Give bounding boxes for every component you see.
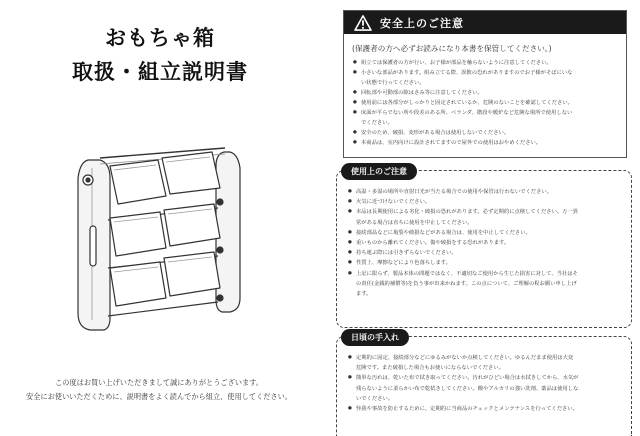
care-box bbox=[336, 333, 632, 436]
usage-box bbox=[336, 167, 632, 328]
list-item: ● 上記に限らず、製品本体の問題ではなく、不適切なご使用から生じた損害に対して、当社はそ bbox=[347, 269, 631, 279]
list-item: の責任(金銭的補償等)を負う事が出来かねます。この点について、ご理解の程お願い申し上げ bbox=[356, 280, 577, 287]
title-line-1: おもちゃ箱 bbox=[105, 26, 215, 50]
list-item: ● 怪我や事故を防止するために、定期的に当商品のチェックとメンテナンスを行ってください。 bbox=[347, 404, 631, 414]
safety-title: 安全上のご注意 bbox=[380, 16, 464, 30]
list-item: でください。 bbox=[361, 120, 393, 126]
list-item: 危険です。また破損した場合もお使いにならないでください。 bbox=[356, 365, 504, 372]
list-item: ● 高温・多湿の場所や直射日光が当たる場合での使用や保管は行わないでください。 bbox=[347, 187, 631, 197]
thanks-line-1: この度はお買い上げいただきまして誠にありがとうございます。 bbox=[55, 378, 263, 387]
usage-list bbox=[347, 187, 631, 299]
usage-title: 使用上のご注意 bbox=[341, 163, 417, 180]
list-item: 残らないように柔らかい布で乾拭きしてください。酸やアルカリの強い洗剤、薬品は使用しな bbox=[356, 385, 579, 392]
safety-box bbox=[343, 10, 627, 158]
list-item: ● 簡単な汚れは、乾いた布で拭き取ってください。汚れがひどい場合は水拭きしてから、水気が bbox=[347, 373, 631, 383]
list-item: ● 性質上、摩擦などにより色落ちします。 bbox=[347, 258, 631, 268]
list-item: ます。 bbox=[356, 291, 372, 298]
safety-subtitle: (保護者の方へ必ずお読みになり本書を保管してください。) bbox=[352, 44, 552, 53]
thanks-line-2: 安全にお使いいただくために、説明書をよく読んでから組立、使用してください。 bbox=[26, 392, 292, 401]
list-item: ● 火気に近づけないでください。 bbox=[347, 197, 631, 207]
list-item: い状態で行ってください。 bbox=[361, 80, 425, 86]
list-item: ● 床面が平らでない所や段差のある所、ベランダ、階段や暖炉など危険な場所で使用しない bbox=[352, 108, 626, 118]
toy-rack-illustration bbox=[70, 138, 255, 338]
safety-header bbox=[344, 11, 626, 34]
list-item: ● 回転部や可動部の隙はさみ等に注意してください。 bbox=[352, 88, 626, 98]
list-item: ● 本品は長期使用による劣化・破損の恐れがあります。必ず定期的に点検してください。万一異 bbox=[347, 207, 631, 217]
list-item: ● 接続部品などに亀裂や破損などがある場合は、使用を中止してください。 bbox=[347, 228, 631, 238]
warning-icon bbox=[354, 15, 372, 31]
list-item: ● 小さいな部品があります。組み立てる際、誤飲の恐れがありますのでお子様がそばにいな bbox=[352, 68, 626, 78]
list-item: ● 安全のため、破損、変形がある場合は使用しないでください。 bbox=[352, 128, 626, 138]
list-item: いでください。 bbox=[356, 395, 394, 402]
list-item: 常がある場合は直ちに使用を中止してください。 bbox=[356, 219, 473, 226]
list-item: ● 重いものから離れてください。傷や破損をする恐れがあります。 bbox=[347, 238, 631, 248]
list-item: ● 使用前には各部分がしっかりと固定されているか、危険のないことを確認してください。 bbox=[352, 98, 626, 108]
list-item: ● 本商品は、室内向けに設計されてますので屋外での使用はおやめください。 bbox=[352, 138, 626, 148]
safety-list bbox=[352, 58, 626, 148]
list-item: ● 組立ては保護者の方が行い、お子様が部品を触らないように注意してください。 bbox=[352, 58, 626, 68]
title-line-2: 取扱・組立説明書 bbox=[72, 60, 248, 84]
list-item: ● 定期的に固定、接続部分などにゆるみがないか点検してください。ゆるんだまま使用は大変 bbox=[347, 353, 631, 363]
notes-panel bbox=[336, 0, 640, 436]
care-list bbox=[347, 353, 631, 414]
list-item: ● 持ち運ぶ際には引きずらないでください。 bbox=[347, 248, 631, 258]
care-title: 日頃の手入れ bbox=[341, 329, 409, 346]
